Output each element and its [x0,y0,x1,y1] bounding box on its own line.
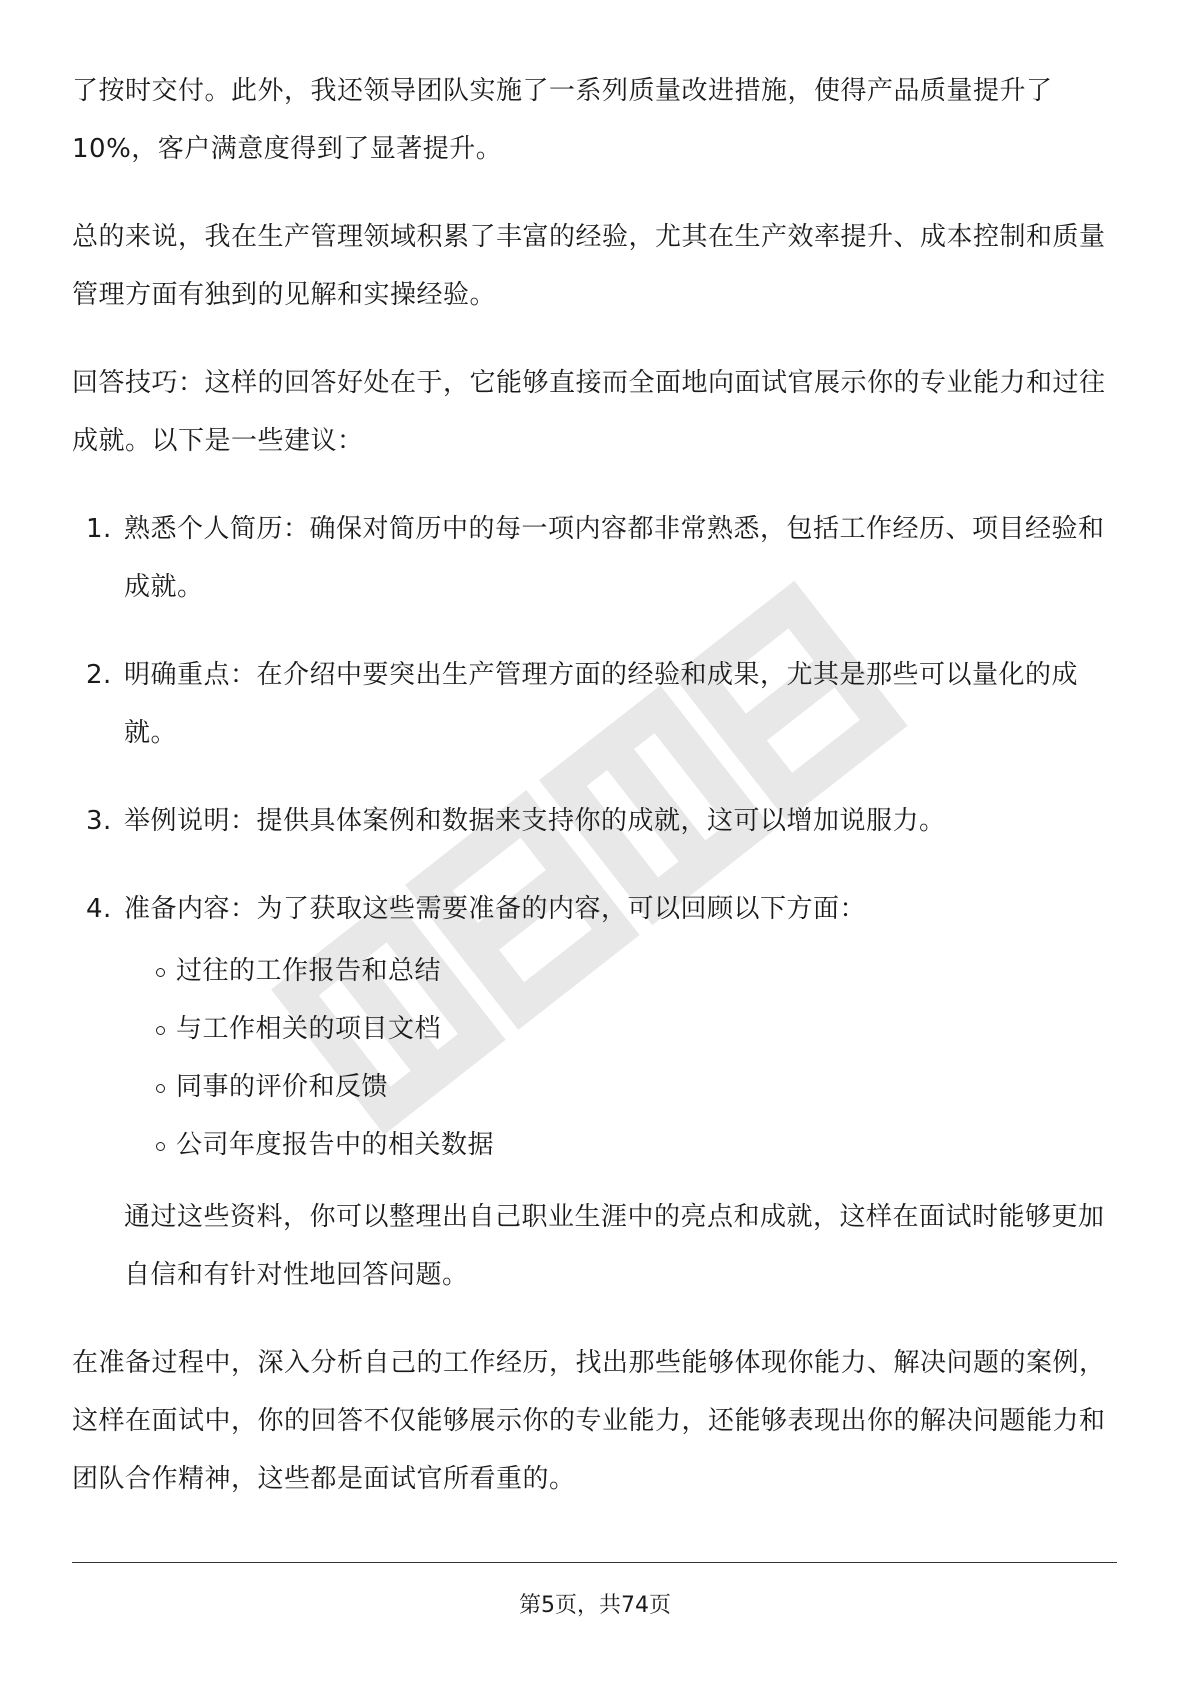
bullet-item-text: 同事的评价和反馈 [176,1072,389,1102]
paragraph-intro-continued: 了按时交付。此外，我还领导团队实施了一系列质量改进措施，使得产品质量提升了10%，客户满意度得到了显著提升。 [72,76,1053,164]
list-item-text: 明确重点：在介绍中要突出生产管理方面的经验和成果，尤其是那些可以量化的成就。 [124,660,1079,748]
list-item-number: 4. [86,894,112,924]
list-item [72,792,1117,850]
item4-followup-text: 通过这些资料，你可以整理出自己职业生涯中的亮点和成就，这样在面试时能够更加自信和有针对性地回答问题。 [124,1202,1105,1290]
bullet-list [124,942,1117,1174]
bullet-item-text: 与工作相关的项目文档 [176,1014,442,1044]
list-item [72,646,1117,762]
bullet-circle-icon [156,968,165,977]
bullet-item [156,1000,1117,1058]
bullet-item [156,1116,1117,1174]
list-item [72,500,1117,616]
list-item-text: 准备内容：为了获取这些需要准备的内容，可以回顾以下方面： [124,894,867,924]
bullet-circle-icon [156,1084,165,1093]
bullet-item [156,942,1117,1000]
list-item-number: 1. [86,514,112,544]
document-body [72,62,1117,1538]
list-item-text: 熟悉个人简历：确保对简历中的每一项内容都非常熟悉，包括工作经历、项目经验和成就。 [124,514,1105,602]
paragraph-closing: 在准备过程中，深入分析自己的工作经历，找出那些能够体现你能力、解决问题的案例，这样在面试中，你的回答不仅能够展示你的专业能力，还能够表现出你的解决问题能力和团队合作精神，这些都是面试官所看重的。 [72,1348,1106,1494]
bullet-item-text: 过往的工作报告和总结 [176,956,442,986]
bullet-item [156,1058,1117,1116]
bullet-circle-icon [156,1142,165,1151]
bullet-item-text: 公司年度报告中的相关数据 [176,1130,495,1160]
paragraph-summary: 总的来说，我在生产管理领域积累了丰富的经验，尤其在生产效率提升、成本控制和质量管理方面有独到的见解和实操经验。 [72,222,1106,310]
bullet-circle-icon [156,1026,165,1035]
list-item-number: 3. [86,806,112,836]
page-number: 第5页，共74页 [519,1593,671,1618]
paragraph-answer-tips: 回答技巧：这样的回答好处在于，它能够直接而全面地向面试官展示你的专业能力和过往成就。以下是一些建议： [72,368,1106,456]
list-item-text: 举例说明：提供具体案例和数据来支持你的成就，这可以增加说服力。 [124,806,946,836]
suggestion-list [72,500,1117,1304]
footer-divider [72,1562,1117,1563]
list-item-number: 2. [86,660,112,690]
list-item [72,880,1117,1304]
